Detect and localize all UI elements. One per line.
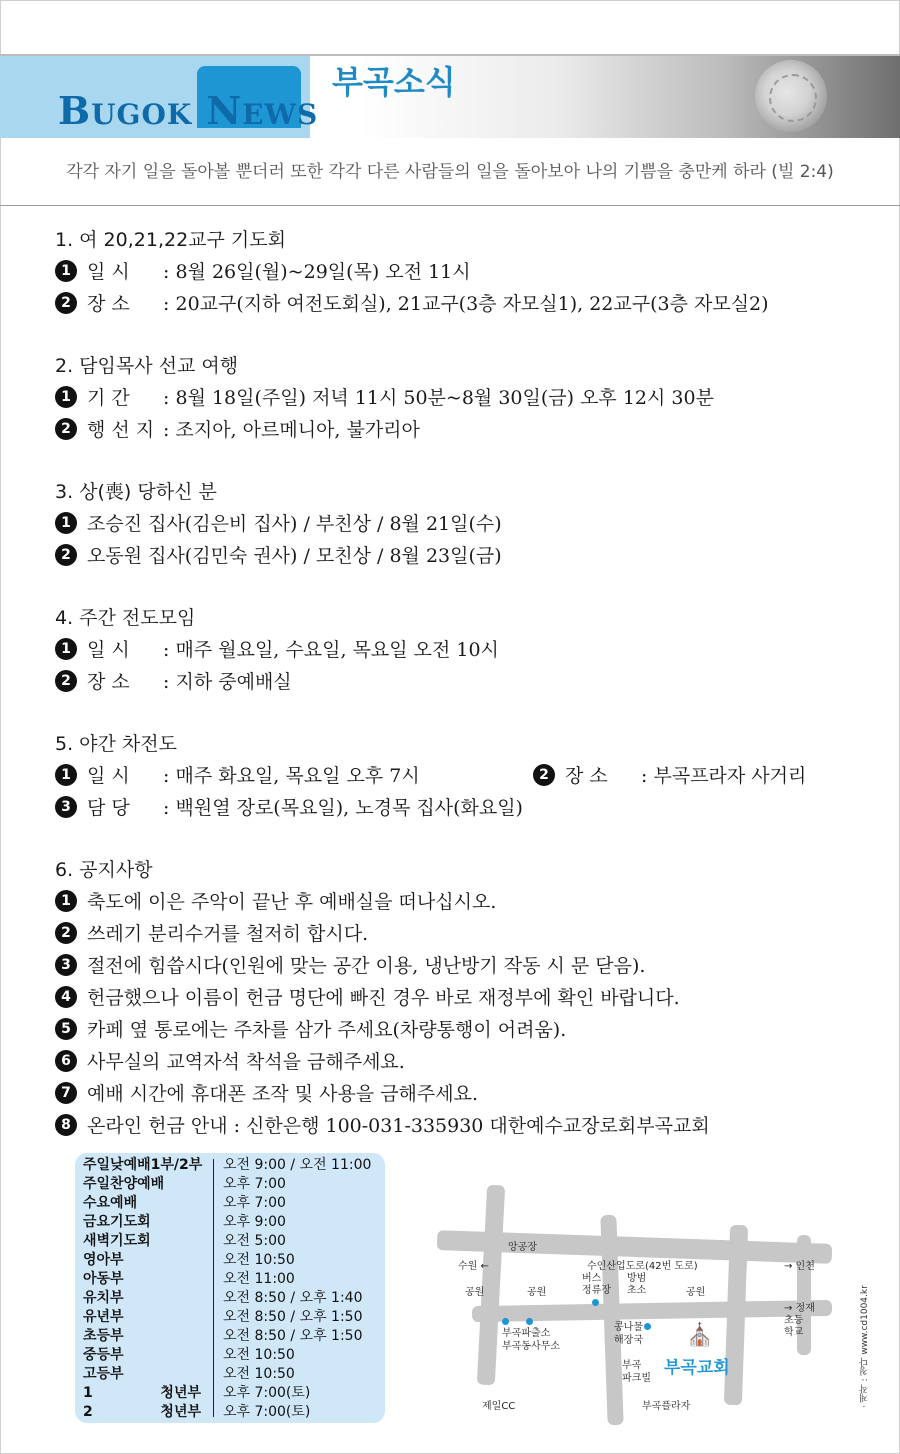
schedule-time: 오후 7:00(토) [223,1404,311,1420]
schedule-row [83,1346,383,1365]
number-badge: 4 [55,986,77,1008]
church-location-label: 부곡교회 [664,1358,730,1378]
map-label: → 인천 [784,1261,815,1272]
list-item [55,256,855,288]
item-text: : 8월 18일(주일) 저녁 11시 50분~8월 30일(금) 오후 12시 30분 [163,387,714,409]
schedule-row [83,1365,383,1384]
schedule-name: 고등부 [83,1366,124,1382]
schedule-name: 금요기도회 [83,1214,151,1230]
schedule-time: 오전 11:00 [223,1271,295,1287]
list-item [55,540,855,572]
list-item-right [533,760,806,792]
item-text: 카페 옆 통로에는 주차를 삼가 주세요(차량통행이 어려움). [87,1019,567,1041]
schedule-time: 오전 8:50 / 오후 1:50 [223,1309,363,1325]
schedule-row [83,1403,383,1422]
map-label: 제일CC [482,1401,516,1412]
bugok-news-logo [58,86,319,136]
police-marker [502,1318,509,1325]
item-text: 온라인 헌금 안내 : 신한은행 100-031-335930 대한예수교장로회부곡교회 [87,1115,710,1137]
item-text: 절전에 힘씁시다(인원에 맞는 공간 이용, 냉난방기 작동 시 문 닫음). [87,955,646,977]
schedule-name: 초등부 [83,1328,124,1344]
notice-item [55,1078,855,1110]
item-label: 장 소 [565,765,608,787]
number-badge: 7 [55,1082,77,1104]
number-badge: 6 [55,1050,77,1072]
news-content [55,224,855,1142]
schedule-row [83,1194,383,1213]
schedule-row [83,1232,383,1251]
office-marker [526,1318,533,1325]
schedule-name: 새벽기도회 [83,1233,151,1249]
decorative-stone-image [755,60,827,132]
item-text: : 8월 26일(월)~29일(목) 오전 11시 [163,261,471,283]
item-text: 오동원 집사(김민숙 권사) / 모친상 / 8월 23일(금) [87,545,502,567]
section-heading: 5. 야간 차전도 [55,733,177,755]
item-text: : 매주 월요일, 수요일, 목요일 오전 10시 [163,639,499,661]
item-text: : 지하 중예배실 [163,671,292,693]
logo-letter-n: N [206,88,243,133]
section-heading: 2. 담임목사 선교 여행 [55,355,239,377]
list-item [55,508,855,540]
section-heading: 6. 공지사항 [55,859,153,881]
notice-item [55,982,855,1014]
number-badge: 2 [55,922,77,944]
logo-rest-2: EWS [242,98,319,131]
map-label: 공원 [527,1287,547,1298]
number-badge: 2 [55,544,77,566]
church-icon: ⛪ [686,1323,714,1348]
list-item [55,666,855,698]
map-label: 방범 초소 [627,1273,647,1296]
section-heading: 4. 주간 전도모임 [55,607,196,629]
number-badge: 1 [55,890,77,912]
item-text: : 조지아, 아르메니아, 불가리아 [163,419,420,441]
list-item [55,760,855,792]
item-text: : 백원열 장로(목요일), 노경목 집사(화요일) [163,797,523,819]
schedule-name: 수요예배 [83,1195,138,1211]
schedule-row [83,1384,383,1403]
map-label: 앙공장 [508,1242,537,1253]
number-badge: 2 [55,418,77,440]
list-item [55,414,855,446]
item-label: 일 시 [87,765,130,787]
logo-letter-b: B [58,88,92,133]
notice-item [55,1110,855,1142]
schedule-time: 오전 9:00 / 오전 11:00 [223,1157,372,1173]
item-label: 담 당 [87,797,130,819]
schedule-time: 오전 5:00 [223,1233,286,1249]
logo-rest-1: UGOK [91,98,193,131]
number-badge: 2 [55,670,77,692]
map-label: 부곡 파크빌 [622,1360,651,1384]
schedule-time: 오전 8:50 / 오후 1:40 [223,1290,363,1306]
item-text: 조승진 집사(김은비 집사) / 부친상 / 8월 21일(수) [87,513,502,535]
section-heading: 3. 상(喪) 당하신 분 [55,481,217,503]
list-item [55,382,855,414]
list-item [55,792,855,824]
schedule-name: 중등부 [83,1347,124,1363]
item-text: 축도에 이은 주악이 끝난 후 예배실을 떠나십시오. [87,891,497,913]
item-label: 장 소 [87,671,130,693]
map-label: 부곡파출소 부곡동사무소 [502,1328,560,1352]
schedule-time: 오후 7:00 [223,1195,286,1211]
schedule-time: 오전 10:50 [223,1366,295,1382]
number-badge: 8 [55,1114,77,1136]
item-text: : 부곡프라자 사거리 [641,765,807,787]
item-text: : 매주 화요일, 목요일 오후 7시 [163,765,420,787]
schedule-name: 1 청년부 [83,1385,201,1401]
item-text: 헌금했으나 이름이 헌금 명단에 빠진 경우 바로 재정부에 확인 바랍니다. [87,987,680,1009]
schedule-row [83,1308,383,1327]
list-item [55,634,855,666]
schedule-row [83,1213,383,1232]
page-title: 부곡소식 [332,63,456,101]
map-label: → 정재 초등 학교 [784,1303,815,1338]
schedule-row [83,1289,383,1308]
schedule-row [83,1270,383,1289]
map-label: 버스 정류장 [582,1273,611,1296]
map-label: 부곡플라자 [642,1401,691,1412]
section-heading: 1. 여 20,21,22교구 기도회 [55,229,286,251]
map-label: 공원 [465,1287,485,1298]
number-badge: 1 [55,764,77,786]
notice-item [55,886,855,918]
list-item [55,288,855,320]
item-text: 사무실의 교역자석 착석을 금해주세요. [87,1051,405,1073]
item-label: 기 간 [87,387,130,409]
item-label: 행 선 지 [87,419,155,441]
number-badge: 5 [55,1018,77,1040]
notice-item [55,1014,855,1046]
schedule-row [83,1156,383,1175]
worship-schedule [75,1153,385,1423]
item-text: : 20교구(지하 여전도회실), 21교구(3층 자모실1), 22교구(3층 자모실2) [163,293,769,315]
number-badge: 3 [55,954,77,976]
number-badge: 1 [55,386,77,408]
item-label: 장 소 [87,293,130,315]
schedule-name: 유치부 [83,1290,124,1306]
number-badge: 3 [55,796,77,818]
schedule-time: 오전 8:50 / 오후 1:50 [223,1328,363,1344]
map-label: 공원 [686,1287,706,1298]
schedule-row [83,1175,383,1194]
location-map [432,1175,832,1425]
notice-item [55,950,855,982]
number-badge: 1 [55,512,77,534]
schedule-time: 오후 9:00 [223,1214,286,1230]
map-label: 콩나물 해장국 [614,1322,643,1346]
number-badge: 2 [55,292,77,314]
schedule-name: 2 청년부 [83,1404,201,1420]
map-label: 수원 ← [458,1261,489,1272]
item-text: 쓰레기 분리수거를 철저히 합시다. [87,923,369,945]
schedule-name: 주일낮예배1부/2부 [83,1157,203,1173]
schedule-name: 주일찬양예배 [83,1176,165,1192]
schedule-name: 영아부 [83,1252,124,1268]
item-label: 일 시 [87,261,130,283]
schedule-row [83,1327,383,1346]
restaurant-marker [644,1323,651,1330]
notice-item [55,918,855,950]
schedule-row [83,1251,383,1270]
verse-divider [0,205,900,206]
notice-item [55,1046,855,1078]
credit-text: · 제작 : 청다 www.cd1004.kr [860,1285,870,1408]
schedule-time: 오전 10:50 [223,1347,295,1363]
bus-stop-marker [592,1299,599,1306]
schedule-name: 유년부 [83,1309,124,1325]
bible-verse: 각각 자기 일을 돌아볼 뿐더러 또한 각각 다른 사람들의 일을 돌아보아 나의 기쁨을 충만케 하라 (빌 2:4) [66,162,834,182]
schedule-name: 아동부 [83,1271,124,1287]
number-badge: 1 [55,260,77,282]
number-badge: 1 [55,638,77,660]
item-text: 예배 시간에 휴대폰 조작 및 사용을 금해주세요. [87,1083,479,1105]
schedule-time: 오후 7:00 [223,1176,286,1192]
map-label: 수인산업도로(42번 도로) [587,1261,698,1272]
schedule-time: 오후 7:00(토) [223,1385,311,1401]
item-label: 일 시 [87,639,130,661]
number-badge: 2 [533,764,555,786]
schedule-time: 오전 10:50 [223,1252,295,1268]
